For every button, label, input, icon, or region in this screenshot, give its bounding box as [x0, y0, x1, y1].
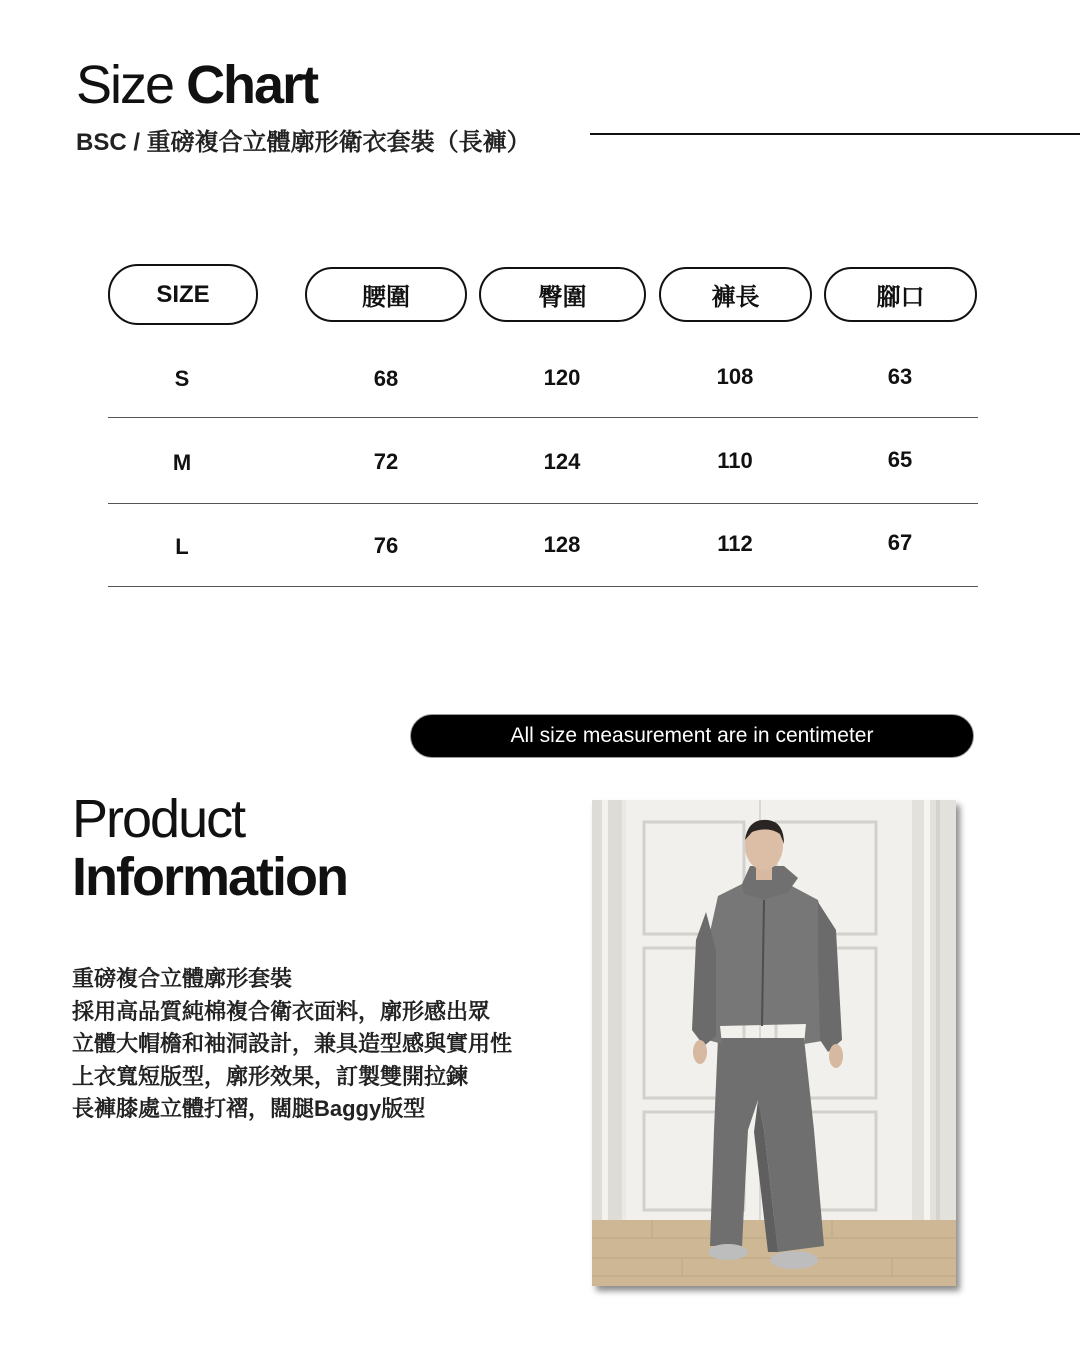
unit-note: All size measurement are in centimeter [410, 714, 974, 758]
product-info-title-bold: Information [72, 847, 347, 907]
product-description [72, 963, 512, 1126]
hem-value: 67 [887, 530, 913, 555]
column-header-hem: 腳口 [824, 267, 977, 322]
page-title [76, 55, 318, 115]
length-value: 108 [716, 364, 754, 389]
hip-value: 124 [543, 449, 581, 474]
size-label: S [174, 366, 190, 391]
description-line: 長褲膝處立體打褶，闊腿Baggy版型 [72, 1096, 426, 1121]
product-photo [592, 800, 956, 1286]
column-header-waist: 腰圍 [305, 267, 467, 322]
product-subtitle: BSC / 重磅複合立體廓形衛衣套裝（長褲） [76, 129, 531, 156]
description-line: 上衣寬短版型，廓形效果，訂製雙開拉鍊 [72, 1063, 469, 1089]
hip-value: 120 [543, 365, 581, 390]
header-divider [590, 133, 1080, 135]
row-divider [108, 586, 978, 587]
column-header-length: 褲長 [659, 267, 812, 322]
length-value: 110 [717, 448, 753, 473]
waist-value: 72 [373, 449, 399, 474]
column-header-hip: 臀圍 [479, 267, 646, 322]
row-divider [108, 503, 978, 504]
description-line: 重磅複合立體廓形套裝 [72, 966, 293, 991]
length-value: 112 [717, 531, 753, 556]
waist-value: 68 [373, 366, 399, 391]
description-line: 採用高品質純棉複合衛衣面料，廓形感出眾 [72, 998, 491, 1024]
waist-value: 76 [373, 533, 399, 558]
hem-value: 63 [887, 364, 913, 389]
description-line: 立體大帽檐和袖洞設計，兼具造型感與實用性 [72, 1031, 513, 1056]
hip-value: 128 [543, 532, 581, 557]
size-label: M [172, 450, 192, 475]
row-divider [108, 417, 978, 418]
size-label: L [175, 534, 189, 559]
product-info-title-light: Product [72, 789, 245, 849]
title-bold: Chart [186, 55, 318, 115]
hem-value: 65 [887, 447, 913, 472]
column-header-size: SIZE [108, 264, 258, 325]
title-light: Size [76, 55, 174, 115]
